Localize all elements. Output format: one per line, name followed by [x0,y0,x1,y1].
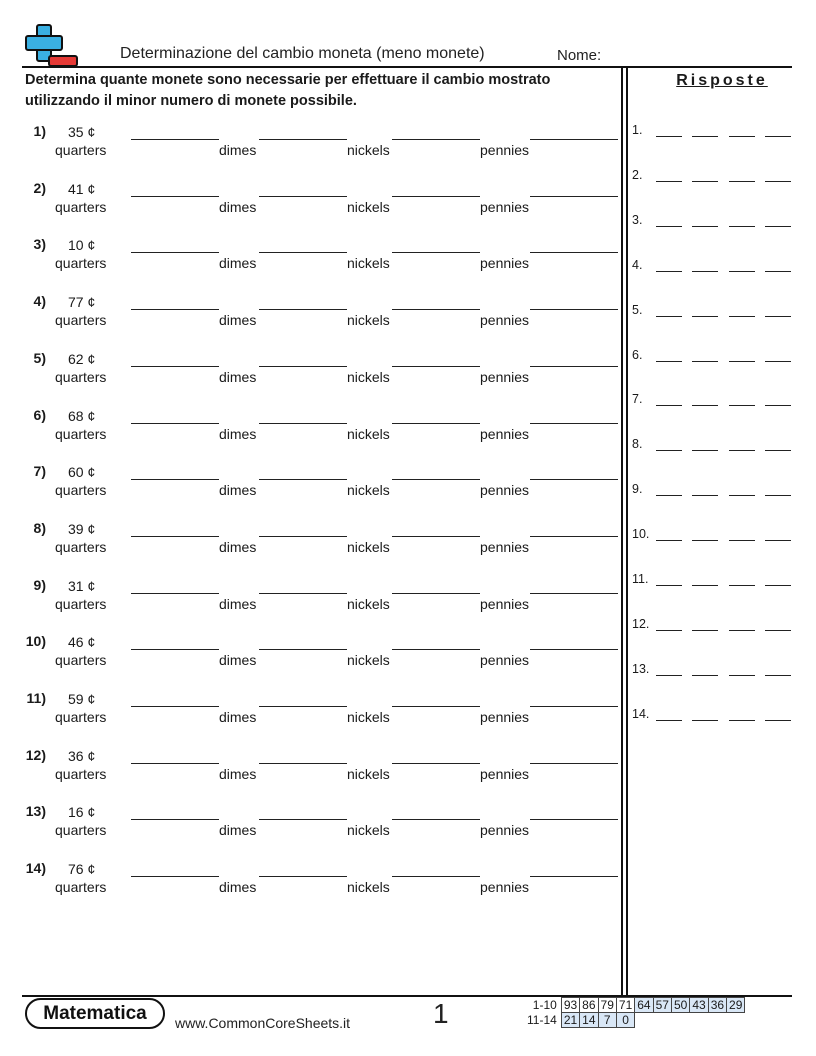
answer-blank[interactable] [692,540,718,541]
answer-blank[interactable] [765,226,791,227]
pennies-label: pennies [480,709,530,725]
change-amount: 68 ¢ [68,407,96,424]
dimes-answer-blank[interactable] [259,876,347,877]
pennies-answer-blank[interactable] [530,423,618,424]
pennies-answer-blank[interactable] [530,876,618,877]
dimes-label: dimes [219,765,257,782]
question-number: 6) [33,406,46,423]
answer-row [632,437,802,467]
answer-blank[interactable] [692,495,718,496]
quarters-answer-blank[interactable] [131,876,219,877]
quarters-answer-blank[interactable] [131,819,219,820]
question-number: 4) [33,293,46,310]
dimes-label: dimes [219,142,257,158]
dimes-answer-blank[interactable] [259,479,347,480]
dimes-label: dimes [219,255,257,272]
question-number: 1) [33,123,46,139]
nickels-label: nickels [347,765,390,782]
answer-blank[interactable] [729,181,755,182]
score-cell: 29 [727,998,745,1013]
dimes-label: dimes [219,482,257,499]
answer-number: 11. [632,572,649,586]
question-number: 14) [25,860,46,877]
score-cell: 36 [708,998,726,1013]
quarters-label: quarters [55,482,107,499]
change-amount: 77 ¢ [68,294,96,311]
change-amount: 41 ¢ [68,180,96,197]
nickels-label: nickels [347,482,390,499]
answer-blank[interactable] [656,405,682,406]
quarters-label: quarters [55,595,107,612]
answer-blank[interactable] [765,450,791,451]
answer-row [632,482,802,512]
score-cell: 43 [690,998,708,1013]
answer-blank[interactable] [656,450,682,451]
pennies-answer-blank[interactable] [530,139,618,140]
answers-heading: Risposte [676,72,768,89]
score-cell: 93 [561,998,579,1013]
answer-number: 6. [632,347,643,362]
answer-row [632,348,802,378]
nickels-label: nickels [347,709,390,725]
quarters-answer-blank[interactable] [131,763,219,764]
dimes-answer-blank[interactable] [259,763,347,764]
question-number: 7) [33,463,46,480]
nickels-answer-blank[interactable] [392,309,480,310]
quarters-label: quarters [55,709,107,725]
quarters-answer-blank[interactable] [131,706,219,707]
change-amount: 39 ¢ [68,520,96,537]
pennies-answer-blank[interactable] [530,819,618,820]
score-cell: 50 [671,998,689,1013]
dimes-label: dimes [219,822,257,839]
pennies-answer-blank[interactable] [530,252,618,253]
nickels-answer-blank[interactable] [392,649,480,650]
brand-label: Matematica [43,1002,147,1024]
answer-row [632,168,802,198]
dimes-answer-blank[interactable] [259,366,347,367]
question-number: 12) [25,746,46,763]
change-amount: 46 ¢ [68,634,96,651]
answer-blank[interactable] [692,630,718,631]
dimes-label: dimes [219,879,257,896]
nickels-answer-blank[interactable] [392,423,480,424]
pennies-label: pennies [480,595,530,612]
answer-blank[interactable] [656,630,682,631]
question-row [0,463,620,513]
dimes-label: dimes [219,652,257,669]
dimes-label: dimes [219,312,257,329]
answer-row [632,392,802,422]
question-number: 8) [33,519,46,536]
pennies-label: pennies [480,255,530,272]
pennies-answer-blank[interactable] [530,706,618,707]
pennies-answer-blank[interactable] [530,763,618,764]
answer-blank[interactable] [729,405,755,406]
answer-blank[interactable] [765,405,791,406]
answer-blank[interactable] [692,720,718,721]
question-number: 11) [26,690,46,706]
quarters-label: quarters [55,652,107,669]
score-cell: 57 [653,998,671,1013]
nickels-answer-blank[interactable] [392,876,480,877]
score-cell: 14 [580,1013,598,1028]
pennies-label: pennies [480,652,530,669]
pennies-label: pennies [480,142,530,158]
answer-blank[interactable] [729,585,755,586]
instructions: Determina quante monete sono necessarie per effettuare il cambio mostrato utilizzando il minor numero di monete possibile. [25,72,551,109]
dimes-answer-blank[interactable] [259,649,347,650]
pennies-label: pennies [480,198,530,215]
pennies-answer-blank[interactable] [530,479,618,480]
answer-blank[interactable] [656,361,682,362]
scoring-row-label: 11-14 [527,1013,557,1027]
answer-number: 4. [632,257,643,272]
quarters-answer-blank[interactable] [131,366,219,367]
question-row [0,690,620,740]
answer-number: 14. [632,706,650,721]
question-row [0,520,620,570]
score-cell: 21 [561,1013,579,1028]
change-amount: 59 ¢ [68,691,96,707]
quarters-label: quarters [55,879,107,896]
answer-blank[interactable] [765,720,791,721]
quarters-answer-blank[interactable] [131,536,219,537]
answer-row [632,213,802,243]
answer-number: 10. [632,527,650,542]
quarters-label: quarters [55,255,107,272]
answer-blank[interactable] [729,450,755,451]
score-cell: 79 [598,998,616,1013]
scoring-row-2 [525,1013,745,1028]
score-cell: 86 [580,998,598,1013]
answer-row [632,662,802,692]
dimes-label: dimes [219,368,257,385]
page-number: 1 [433,998,449,1029]
answer-row [632,617,802,647]
nickels-label: nickels [347,822,390,839]
nickels-label: nickels [347,368,390,385]
change-amount: 31 ¢ [68,577,96,594]
answer-blank[interactable] [692,271,718,272]
dimes-answer-blank[interactable] [259,706,347,707]
dimes-label: dimes [219,538,257,555]
answer-row [632,527,802,557]
answer-blank[interactable] [729,226,755,227]
answer-blank[interactable] [729,361,755,362]
nickels-label: nickels [347,142,390,158]
quarters-answer-blank[interactable] [131,309,219,310]
worksheet-title: Determinazione del cambio moneta (meno monete) [120,45,485,62]
quarters-label: quarters [55,822,107,839]
pennies-answer-blank[interactable] [530,593,618,594]
nickels-answer-blank[interactable] [392,763,480,764]
answer-blank[interactable] [692,136,718,137]
answer-blank[interactable] [765,540,791,541]
answer-blank[interactable] [765,585,791,586]
answer-number: 1. [632,123,643,137]
answer-blank[interactable] [692,450,718,451]
score-cell: 71 [616,998,634,1013]
quarters-label: quarters [55,368,107,385]
question-number: 3) [33,236,46,253]
answer-blank[interactable] [765,630,791,631]
question-number: 9) [33,576,46,593]
question-number: 13) [25,803,46,820]
dimes-answer-blank[interactable] [259,196,347,197]
answer-row [632,707,802,737]
answer-number: 8. [632,437,643,452]
pennies-label: pennies [480,765,530,782]
quarters-label: quarters [55,142,107,158]
pennies-label: pennies [480,822,530,839]
answer-row [632,303,802,333]
answer-blank[interactable] [656,226,682,227]
dimes-answer-blank[interactable] [259,309,347,310]
nickels-label: nickels [347,255,390,272]
change-amount: 35 ¢ [68,124,96,140]
answer-number: 5. [632,302,643,317]
answer-blank[interactable] [692,675,718,676]
answer-blank[interactable] [656,316,682,317]
column-divider-right [626,68,628,996]
answer-blank[interactable] [656,675,682,676]
change-amount: 62 ¢ [68,350,96,367]
nickels-answer-blank[interactable] [392,252,480,253]
dimes-label: dimes [219,198,257,215]
dimes-label: dimes [219,709,257,725]
answer-blank[interactable] [729,540,755,541]
answer-blank[interactable] [692,316,718,317]
change-amount: 36 ¢ [68,747,96,764]
score-cell: 7 [598,1013,616,1028]
pennies-label: pennies [480,538,530,555]
question-row [0,577,620,627]
question-row [0,803,620,853]
quarters-label: quarters [55,312,107,329]
brand-badge [25,998,165,1029]
nickels-answer-blank[interactable] [392,196,480,197]
answer-blank[interactable] [729,675,755,676]
change-amount: 16 ¢ [68,804,96,821]
answer-blank[interactable] [765,136,791,137]
dimes-answer-blank[interactable] [259,252,347,253]
change-amount: 10 ¢ [68,237,96,254]
name-label: Nome: [557,47,602,64]
answer-blank[interactable] [656,720,682,721]
answer-blank[interactable] [765,271,791,272]
nickels-answer-blank[interactable] [392,706,480,707]
change-amount: 60 ¢ [68,464,96,481]
dimes-answer-blank[interactable] [259,139,347,140]
quarters-label: quarters [55,765,107,782]
quarters-answer-blank[interactable] [131,423,219,424]
answer-number: 9. [632,482,643,497]
nickels-label: nickels [347,425,390,442]
scoring-row-label: 1-10 [532,998,557,1012]
pennies-answer-blank[interactable] [530,309,618,310]
pennies-answer-blank[interactable] [530,536,618,537]
pennies-label: pennies [480,879,530,896]
nickels-label: nickels [347,595,390,612]
question-row [0,293,620,343]
pennies-label: pennies [480,312,530,329]
answer-number: 2. [632,167,643,182]
answer-blank[interactable] [692,226,718,227]
answer-number: 13. [632,661,650,676]
pennies-label: pennies [480,482,530,499]
answer-number: 12. [632,616,650,631]
answer-blank[interactable] [765,361,791,362]
score-cell: 0 [616,1013,634,1028]
site-url: www.CommonCoreSheets.it [175,1015,351,1031]
nickels-label: nickels [347,652,390,669]
answer-blank[interactable] [692,361,718,362]
nickels-label: nickels [347,312,390,329]
column-divider-left [621,68,623,996]
quarters-label: quarters [55,425,107,442]
answer-blank[interactable] [656,540,682,541]
pennies-label: pennies [480,425,530,442]
nickels-label: nickels [347,879,390,896]
quarters-answer-blank[interactable] [131,139,219,140]
answer-row [632,258,802,288]
score-cell: 64 [635,998,653,1013]
answer-blank[interactable] [765,675,791,676]
answer-blank[interactable] [729,720,755,721]
answer-blank[interactable] [656,136,682,137]
plus-minus-logo-icon [23,24,81,68]
dimes-answer-blank[interactable] [259,819,347,820]
answer-number: 7. [632,392,643,407]
answer-blank[interactable] [656,585,682,586]
nickels-answer-blank[interactable] [392,536,480,537]
dimes-answer-blank[interactable] [259,593,347,594]
scoring-table [525,997,745,1028]
answer-blank[interactable] [765,316,791,317]
dimes-label: dimes [219,595,257,612]
dimes-label: dimes [219,425,257,442]
answer-blank[interactable] [656,181,682,182]
pennies-label: pennies [480,368,530,385]
answer-blank[interactable] [729,495,755,496]
question-row [0,180,620,230]
nickels-label: nickels [347,198,390,215]
nickels-label: nickels [347,538,390,555]
answer-blank[interactable] [692,585,718,586]
answer-blank[interactable] [692,405,718,406]
quarters-label: quarters [55,538,107,555]
answer-blank[interactable] [729,316,755,317]
question-row [0,236,620,286]
nickels-answer-blank[interactable] [392,593,480,594]
nickels-answer-blank[interactable] [392,479,480,480]
dimes-answer-blank[interactable] [259,423,347,424]
scoring-row-1 [525,998,745,1013]
quarters-label: quarters [55,198,107,215]
question-number: 5) [33,349,46,366]
answer-blank[interactable] [729,136,755,137]
answer-blank[interactable] [729,271,755,272]
quarters-answer-blank[interactable] [131,593,219,594]
quarters-answer-blank[interactable] [131,252,219,253]
pennies-answer-blank[interactable] [530,649,618,650]
question-number: 10) [25,633,46,650]
nickels-answer-blank[interactable] [392,366,480,367]
header-divider [22,66,792,68]
pennies-answer-blank[interactable] [530,366,618,367]
answer-blank[interactable] [656,495,682,496]
dimes-answer-blank[interactable] [259,536,347,537]
change-amount: 76 ¢ [68,861,96,878]
answer-blank[interactable] [729,630,755,631]
quarters-answer-blank[interactable] [131,649,219,650]
nickels-answer-blank[interactable] [392,819,480,820]
question-row [0,633,620,683]
question-row [0,860,620,910]
quarters-answer-blank[interactable] [131,196,219,197]
answer-blank[interactable] [656,271,682,272]
question-row [0,123,620,173]
pennies-answer-blank[interactable] [530,196,618,197]
answer-blank[interactable] [765,181,791,182]
answer-row [632,123,802,153]
answer-blank[interactable] [692,181,718,182]
answer-number: 3. [632,212,643,227]
question-row [0,747,620,797]
question-number: 2) [33,179,46,196]
nickels-answer-blank[interactable] [392,139,480,140]
answer-blank[interactable] [765,495,791,496]
answer-row [632,572,802,602]
question-row [0,350,620,400]
question-row [0,407,620,457]
quarters-answer-blank[interactable] [131,479,219,480]
